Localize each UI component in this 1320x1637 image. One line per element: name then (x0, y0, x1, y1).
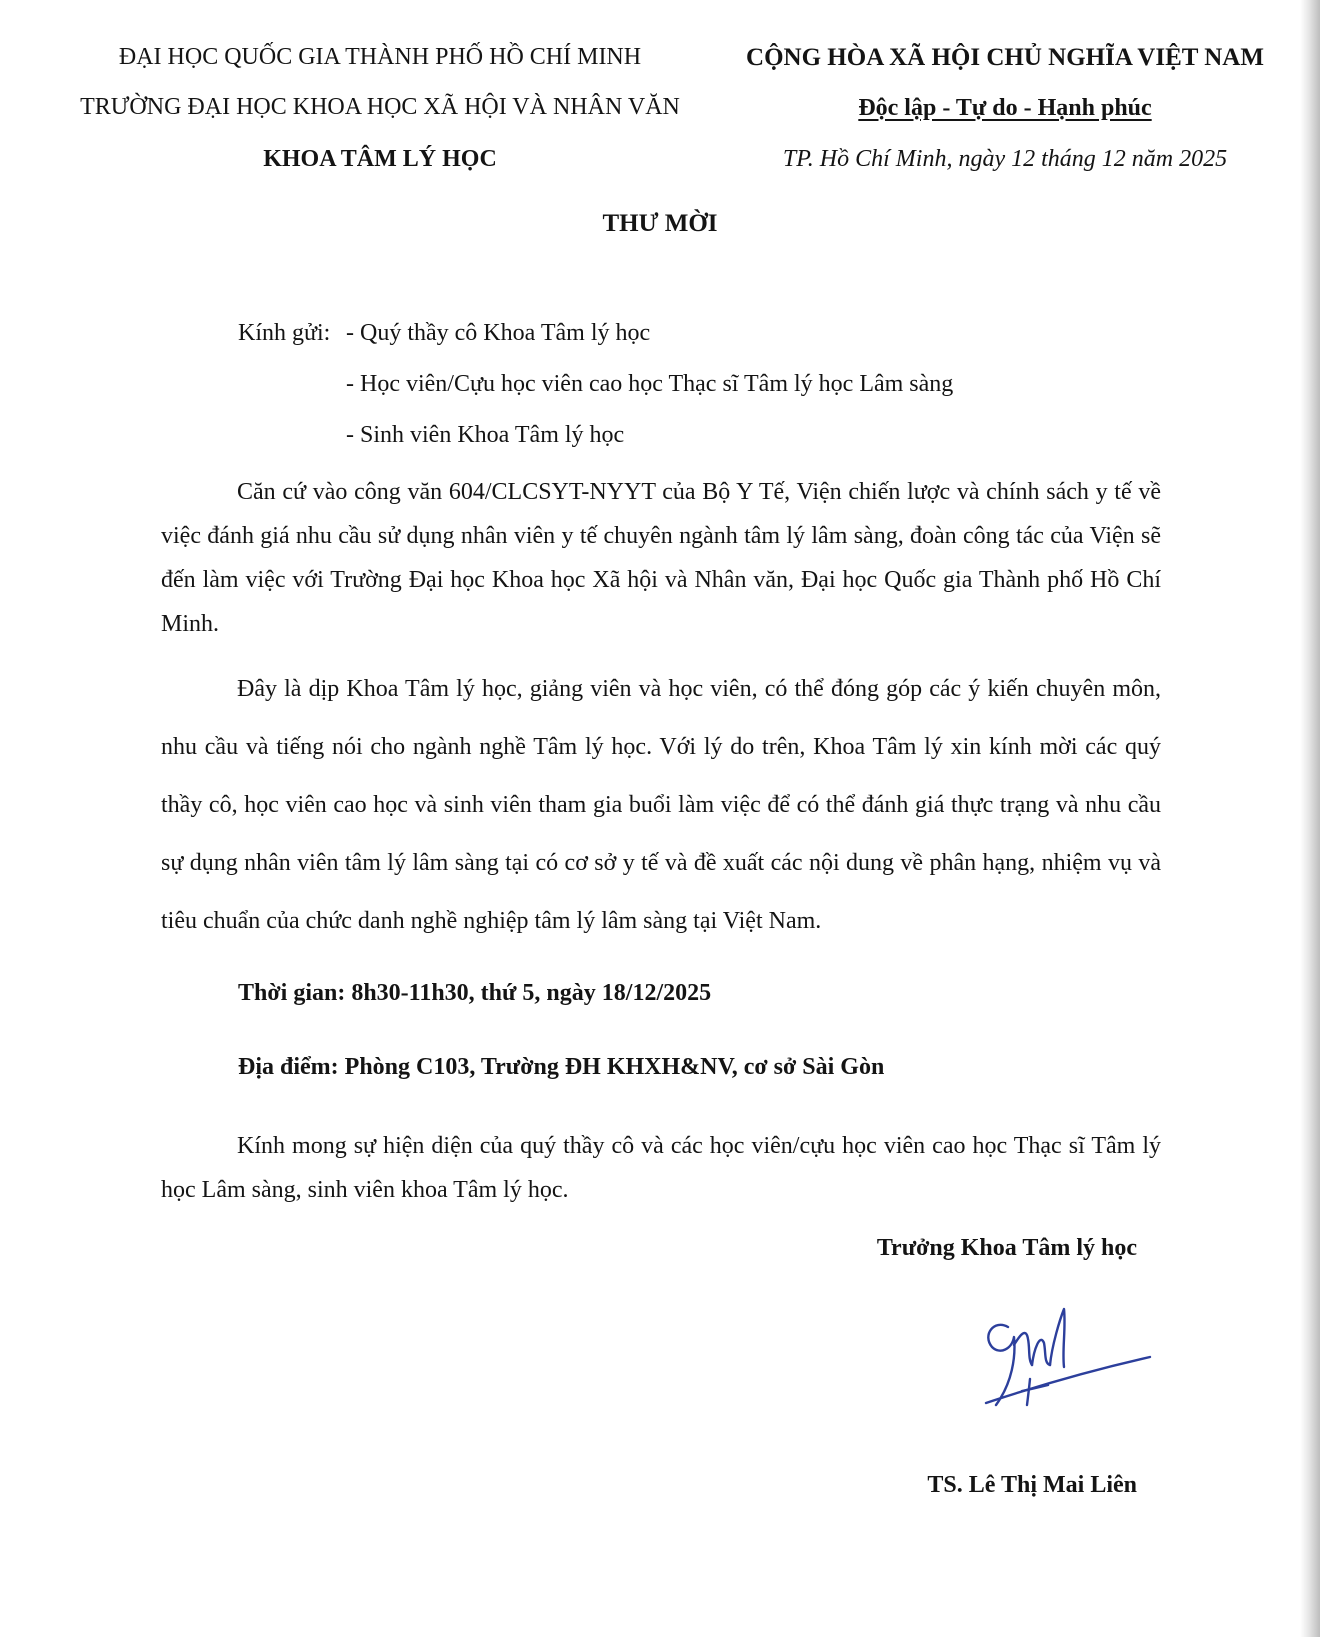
page-edge-shadow (1300, 0, 1320, 1637)
event-time: Thời gian: 8h30-11h30, thứ 5, ngày 18/12/2025 (238, 980, 712, 1006)
recipient-item: - Quý thầy cô Khoa Tâm lý học (346, 320, 651, 346)
paragraph-text: Căn cứ vào công văn 604/CLCSYT-NYYT của Bộ Y Tế, Viện chiến lược và chính sách y tế về việc đánh giá nhu cầu sử dụng nhân viên y tế chuyên ngành tâm lý lâm sàng, đoàn công tác của Viện sẽ đến làm việc với Trường Đại học Khoa học Xã hội và Nhân văn, Đại học Quốc gia Thành phố Hồ Chí Minh. (161, 479, 1161, 637)
signer-name: TS. Lê Thị Mai Liên (927, 1472, 1137, 1498)
university-name: ĐẠI HỌC QUỐC GIA THÀNH PHỐ HỒ CHÍ MINH (118, 44, 642, 70)
closing-paragraph (161, 1124, 1161, 1212)
school-name: TRƯỜNG ĐẠI HỌC KHOA HỌC XÃ HỘI VÀ NHÂN VĂN (80, 94, 680, 120)
paragraph-text: Đây là dịp Khoa Tâm lý học, giảng viên và học viên, có thể đóng góp các ý kiến chuyên môn, nhu cầu và tiếng nói cho ngành nghề Tâm lý học. Với lý do trên, Khoa Tâm lý xin kính mời các quý thầy cô, học viên cao học và sinh viên tham gia buổi làm việc để có thể đánh giá thực trạng và nhu cầu sự dụng nhân viên tâm lý lâm sàng tại có cơ sở y tế và đề xuất các nội dung về phân hạng, nhiệm vụ và tiêu chuẩn của chức danh nghề nghiệp tâm lý lâm sàng tại Việt Nam. (161, 676, 1161, 934)
event-location: Địa điểm: Phòng C103, Trường ĐH KHXH&NV, cơ sở Sài Gòn (238, 1054, 885, 1080)
recipient-item: - Học viên/Cựu học viên cao học Thạc sĩ Tâm lý học Lâm sàng (346, 371, 954, 397)
national-motto: Độc lập - Tự do - Hạnh phúc (858, 95, 1152, 121)
body-paragraph (161, 660, 1161, 950)
recipient-item: - Sinh viên Khoa Tâm lý học (346, 422, 625, 448)
national-title: CỘNG HÒA XÃ HỘI CHỦ NGHĨA VIỆT NAM (746, 44, 1264, 71)
handwritten-signature (978, 1305, 1168, 1420)
signer-role: Trưởng Khoa Tâm lý học (876, 1235, 1137, 1261)
letter-date: TP. Hồ Chí Minh, ngày 12 tháng 12 năm 2025 (782, 146, 1228, 172)
faculty-name: KHOA TÂM LÝ HỌC (263, 146, 497, 172)
body-paragraph (161, 470, 1161, 646)
letter-title: THƯ MỜI (602, 210, 718, 237)
recipients-label: Kính gửi: (238, 320, 331, 346)
paragraph-text: Kính mong sự hiện diện của quý thầy cô và các học viên/cựu học viên cao học Thạc sĩ Tâm lý học Lâm sàng, sinh viên khoa Tâm lý học. (161, 1133, 1161, 1203)
